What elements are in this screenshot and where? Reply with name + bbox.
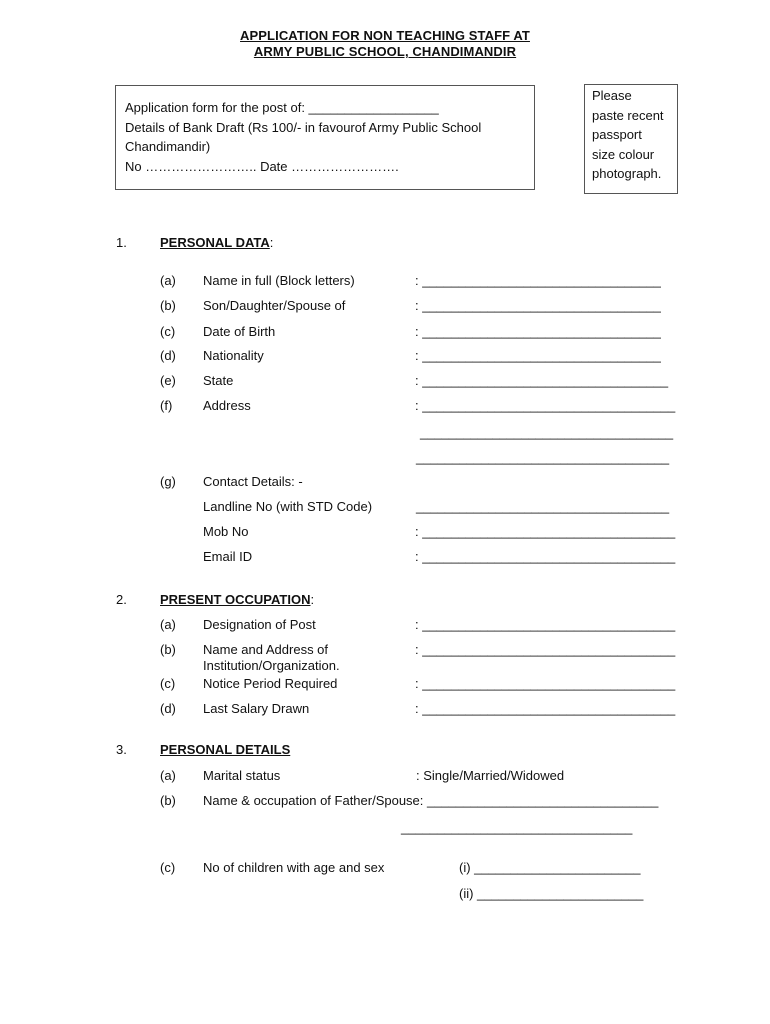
item-letter: (a) xyxy=(160,617,176,632)
photo-text-line: paste recent xyxy=(592,107,664,123)
item-letter: (b) xyxy=(160,642,176,657)
last-salary-label: Last Salary Drawn xyxy=(203,701,310,716)
designation-label: Designation of Post xyxy=(203,617,316,632)
children-label: No of children with age and sex xyxy=(203,860,385,875)
institution-label-cont: Institution/Organization. xyxy=(203,658,340,673)
bank-draft-line-cont: Chandimandir) xyxy=(125,139,211,154)
marital-status-options[interactable]: : Single/Married/Widowed xyxy=(416,768,565,783)
landline-label: Landline No (with STD Code) xyxy=(203,499,373,514)
item-letter: (c) xyxy=(160,676,176,691)
name-field[interactable]: : _________________________________ xyxy=(415,273,661,288)
form-title-line2: ARMY PUBLIC SCHOOL, CHANDIMANDIR xyxy=(253,44,517,59)
child-1-field[interactable]: (i) _______________________ xyxy=(459,860,641,875)
last-salary-field[interactable]: : ___________________________________ xyxy=(415,701,676,716)
child-2-field[interactable]: (ii) _______________________ xyxy=(459,886,644,901)
email-field[interactable]: : ___________________________________ xyxy=(415,549,676,564)
section-title: PERSONAL DETAILS xyxy=(160,742,291,757)
section-heading-present-occupation xyxy=(160,592,314,608)
photo-text-line: Please xyxy=(592,88,632,103)
photo-text-line: photograph. xyxy=(592,166,662,181)
post-applied-line[interactable]: Application form for the post of: __________________ xyxy=(125,100,439,115)
section-heading-personal-details xyxy=(160,742,290,758)
post-details-box xyxy=(115,85,535,190)
section-title: PERSONAL DATA xyxy=(160,235,270,250)
designation-field[interactable]: : ___________________________________ xyxy=(415,617,676,632)
item-letter: (b) xyxy=(160,298,176,313)
nationality-label: Nationality xyxy=(203,348,264,363)
section-colon: : xyxy=(269,235,274,250)
address-field-line3[interactable]: ___________________________________ xyxy=(416,450,670,465)
address-field-line2[interactable]: ___________________________________ xyxy=(420,425,674,440)
marital-status-label: Marital status xyxy=(203,768,281,783)
father-spouse-field[interactable]: Name & occupation of Father/Spouse: ________________________________ xyxy=(203,793,659,808)
item-letter: (f) xyxy=(160,398,173,413)
notice-period-field[interactable]: : ___________________________________ xyxy=(415,676,676,691)
photo-text-line: passport xyxy=(592,127,642,142)
dob-field[interactable]: : _________________________________ xyxy=(415,324,661,339)
relation-label: Son/Daughter/Spouse of xyxy=(203,298,346,313)
mobile-label: Mob No xyxy=(203,524,249,539)
email-label: Email ID xyxy=(203,549,253,564)
contact-details-label: Contact Details: - xyxy=(203,474,303,489)
address-field[interactable]: : ___________________________________ xyxy=(415,398,676,413)
name-label: Name in full (Block letters) xyxy=(203,273,355,288)
section-number: 1. xyxy=(116,235,127,250)
section-number: 3. xyxy=(116,742,127,757)
landline-field[interactable]: ___________________________________ xyxy=(416,499,670,514)
item-letter: (c) xyxy=(160,324,176,339)
section-title: PRESENT OCCUPATION xyxy=(160,592,311,607)
form-title-line1: APPLICATION FOR NON TEACHING STAFF AT xyxy=(240,28,530,43)
relation-field[interactable]: : _________________________________ xyxy=(415,298,661,313)
mobile-field[interactable]: : ___________________________________ xyxy=(415,524,676,539)
item-letter: (e) xyxy=(160,373,176,388)
section-colon: : xyxy=(310,592,315,607)
item-letter: (d) xyxy=(160,701,176,716)
institution-label: Name and Address of xyxy=(203,642,329,657)
item-letter: (a) xyxy=(160,768,176,783)
institution-field[interactable]: : ___________________________________ xyxy=(415,642,676,657)
father-spouse-field-line2[interactable]: ________________________________ xyxy=(401,820,633,835)
state-field[interactable]: : __________________________________ xyxy=(415,373,669,388)
item-letter: (d) xyxy=(160,348,176,363)
item-letter: (g) xyxy=(160,474,176,489)
section-number: 2. xyxy=(116,592,127,607)
photo-box[interactable] xyxy=(584,84,678,194)
draft-number-date-line[interactable]: No …………………….. Date ……………………. xyxy=(125,158,399,174)
address-label: Address xyxy=(203,398,251,413)
notice-period-label: Notice Period Required xyxy=(203,676,338,691)
state-label: State xyxy=(203,373,234,388)
section-heading-personal-data xyxy=(160,235,273,251)
dob-label: Date of Birth xyxy=(203,324,276,339)
item-letter: (a) xyxy=(160,273,176,288)
item-letter: (b) xyxy=(160,793,176,808)
item-letter: (c) xyxy=(160,860,176,875)
photo-text-line: size colour xyxy=(592,146,655,162)
nationality-field[interactable]: : _________________________________ xyxy=(415,348,661,363)
bank-draft-line: Details of Bank Draft (Rs 100/- in favourof Army Public School xyxy=(125,119,482,135)
